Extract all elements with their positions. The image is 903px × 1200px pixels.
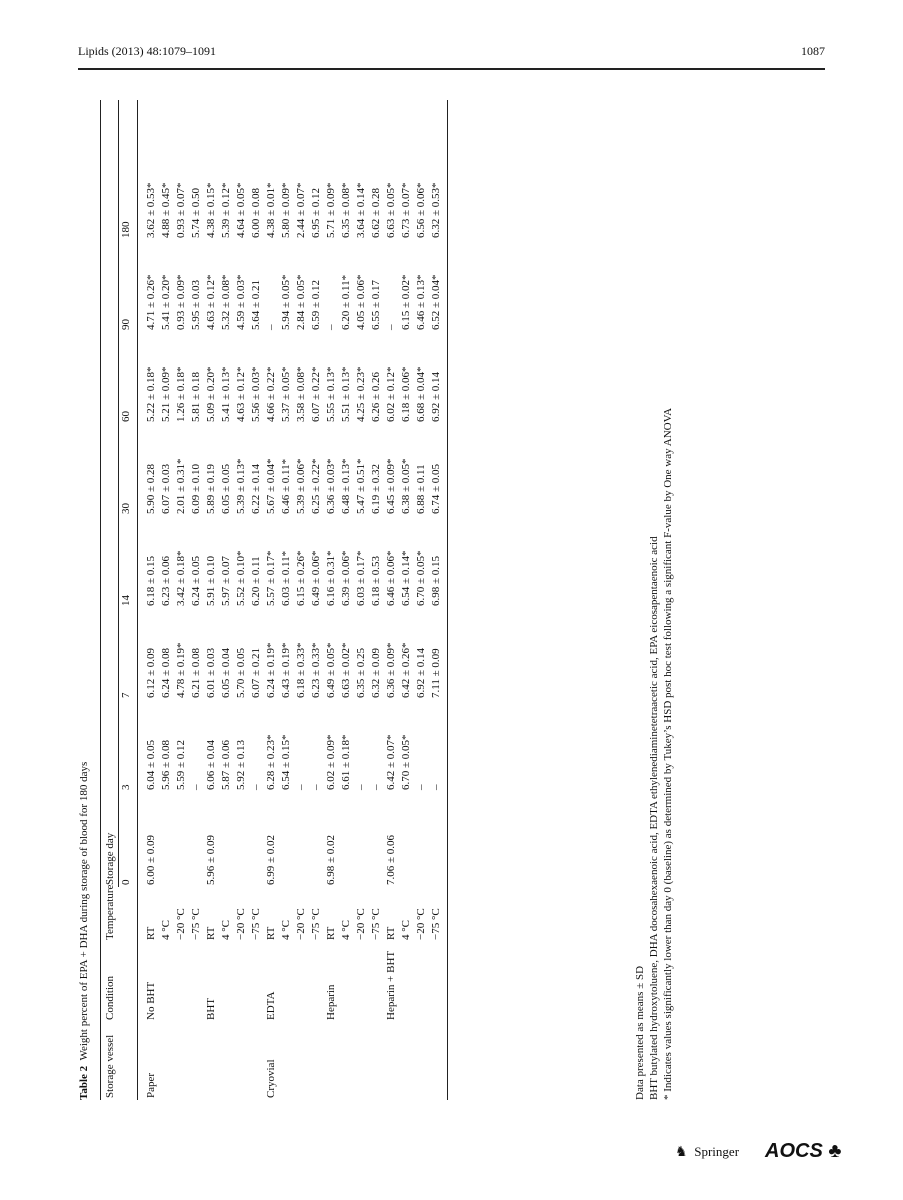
cell-value: 6.49 ± 0.06* bbox=[310, 550, 322, 606]
cell-value: 5.80 ± 0.09* bbox=[280, 182, 292, 238]
day-header: 7 bbox=[119, 608, 138, 700]
col-condition: Condition bbox=[101, 942, 119, 1022]
rotated-table-block bbox=[78, 100, 674, 1100]
cell-value: 6.88 ± 0.11 bbox=[415, 464, 427, 514]
cell-value: – bbox=[325, 324, 337, 330]
cell-value: 6.18 ± 0.15 bbox=[145, 555, 157, 606]
cell-value: 5.67 ± 0.04* bbox=[265, 458, 277, 514]
cell-value: 4.25 ± 0.23* bbox=[355, 366, 367, 422]
cell-vessel: Cryovial bbox=[265, 1059, 277, 1098]
cell-value: 4.63 ± 0.12* bbox=[205, 274, 217, 330]
cell-value: 5.91 ± 0.10 bbox=[205, 555, 217, 606]
cell-vessel bbox=[294, 1022, 309, 1100]
table-row bbox=[429, 100, 448, 1100]
cell-value: – bbox=[265, 324, 277, 330]
cell-value: 6.68 ± 0.04* bbox=[415, 366, 427, 422]
table-row bbox=[234, 100, 249, 1100]
cell-day0: 6.98 ± 0.02 bbox=[325, 834, 337, 885]
cell-day0 bbox=[294, 792, 309, 887]
cell-value: 2.44 ± 0.07* bbox=[295, 182, 307, 238]
cell-vessel bbox=[174, 1022, 189, 1100]
cell-value: 6.39 ± 0.06* bbox=[340, 550, 352, 606]
cell-value: 5.39 ± 0.13* bbox=[235, 458, 247, 514]
table-row bbox=[309, 100, 324, 1100]
cell-value: 6.42 ± 0.26* bbox=[400, 642, 412, 698]
cell-condition bbox=[309, 942, 324, 1022]
cell-value: 6.55 ± 0.17 bbox=[370, 279, 382, 330]
cell-day0 bbox=[279, 792, 294, 887]
footnote: * Indicates values significantly lower than day 0 (baseline) as determined by Tukey’s HSD post hoc test following a significant F-value by One way ANOVA bbox=[662, 407, 674, 1100]
data-table bbox=[100, 100, 448, 1100]
cell-value: 6.36 ± 0.03* bbox=[325, 458, 337, 514]
cell-day0 bbox=[414, 792, 429, 887]
table-row bbox=[354, 100, 369, 1100]
cell-value: 6.02 ± 0.12* bbox=[385, 366, 397, 422]
cell-value: 5.97 ± 0.07 bbox=[220, 555, 232, 606]
cell-day0 bbox=[309, 792, 324, 887]
cell-value: 4.71 ± 0.26* bbox=[145, 274, 157, 330]
springer-logo bbox=[675, 1144, 739, 1161]
cell-day0 bbox=[249, 792, 264, 887]
cell-value: 6.35 ± 0.25 bbox=[355, 647, 367, 698]
horse-icon: ♞ bbox=[675, 1145, 688, 1160]
cell-value: 6.19 ± 0.32 bbox=[370, 463, 382, 514]
cell-value: 3.42 ± 0.18* bbox=[175, 550, 187, 606]
cell-day0: 7.06 ± 0.06 bbox=[385, 834, 397, 885]
table-row bbox=[159, 100, 174, 1100]
cell-temperature: −75 °C bbox=[429, 887, 448, 942]
cell-value: 3.62 ± 0.53* bbox=[145, 182, 157, 238]
cell-value: 6.63 ± 0.05* bbox=[385, 182, 397, 238]
cell-temperature: −20 °C bbox=[415, 908, 427, 940]
cell-value: 3.64 ± 0.14* bbox=[355, 182, 367, 238]
cell-value: 6.18 ± 0.53 bbox=[370, 555, 382, 606]
cell-value: 5.41 ± 0.13* bbox=[220, 366, 232, 422]
cell-value: 4.64 ± 0.05* bbox=[235, 182, 247, 238]
aocs-label: AOCS bbox=[765, 1140, 823, 1162]
cell-value: 4.63 ± 0.12* bbox=[235, 366, 247, 422]
cell-value: 5.39 ± 0.12* bbox=[220, 182, 232, 238]
cell-value: 6.42 ± 0.07* bbox=[385, 734, 397, 790]
cell-value: 5.96 ± 0.08 bbox=[160, 739, 172, 790]
header-row-2 bbox=[119, 100, 138, 1100]
col-temperature: Temperature bbox=[101, 887, 119, 942]
cell-value: 6.95 ± 0.12 bbox=[310, 187, 322, 238]
table-row bbox=[249, 100, 264, 1100]
cell-value: 5.90 ± 0.28 bbox=[145, 463, 157, 514]
aocs-logo bbox=[765, 1140, 841, 1163]
cell-value: 6.56 ± 0.06* bbox=[415, 182, 427, 238]
table-row bbox=[399, 100, 414, 1100]
cell-temperature: −75 °C bbox=[190, 908, 202, 940]
cell-value: 5.57 ± 0.17* bbox=[265, 550, 277, 606]
cell-condition bbox=[234, 942, 249, 1022]
cell-temperature: 4 °C bbox=[400, 920, 412, 940]
cell-value: 4.38 ± 0.01* bbox=[265, 182, 277, 238]
cell-value: 0.93 ± 0.09* bbox=[175, 274, 187, 330]
cell-vessel bbox=[279, 1022, 294, 1100]
cell-value: 6.73 ± 0.07* bbox=[400, 182, 412, 238]
cell-value: 6.15 ± 0.26* bbox=[295, 550, 307, 606]
cell-value: 6.52 ± 0.04* bbox=[429, 240, 448, 332]
cell-value: 6.74 ± 0.05 bbox=[429, 424, 448, 516]
cell-value: 6.46 ± 0.11* bbox=[280, 458, 292, 514]
cell-value: 6.02 ± 0.09* bbox=[325, 734, 337, 790]
cell-day0 bbox=[159, 792, 174, 887]
cell-value: 6.45 ± 0.09* bbox=[385, 458, 397, 514]
table-row bbox=[264, 100, 279, 1100]
cell-vessel bbox=[429, 1022, 448, 1100]
cell-value: 6.46 ± 0.06* bbox=[385, 550, 397, 606]
footnote: Data presented as means ± SD bbox=[634, 965, 646, 1100]
cell-condition: BHT bbox=[205, 998, 217, 1020]
cell-day0: 5.96 ± 0.09 bbox=[205, 834, 217, 885]
table-row bbox=[414, 100, 429, 1100]
cell-value: 6.16 ± 0.31* bbox=[325, 550, 337, 606]
cell-value: 6.92 ± 0.14 bbox=[429, 332, 448, 424]
cell-value: 6.32 ± 0.53* bbox=[429, 100, 448, 240]
table-row bbox=[294, 100, 309, 1100]
table-footnotes bbox=[633, 100, 675, 1100]
table-body bbox=[138, 100, 448, 1100]
cell-value: 6.70 ± 0.05* bbox=[400, 734, 412, 790]
cell-vessel bbox=[189, 1022, 204, 1100]
cell-condition bbox=[249, 942, 264, 1022]
cell-value: 5.41 ± 0.20* bbox=[160, 274, 172, 330]
cell-value: 6.48 ± 0.13* bbox=[340, 458, 352, 514]
cell-condition: Heparin bbox=[325, 984, 337, 1020]
cell-value: 0.93 ± 0.07* bbox=[175, 182, 187, 238]
cell-value: 6.07 ± 0.03 bbox=[160, 463, 172, 514]
cell-value: – bbox=[190, 784, 202, 790]
cell-value: 6.98 ± 0.15 bbox=[429, 516, 448, 608]
cell-condition bbox=[159, 942, 174, 1022]
cell-value: 6.25 ± 0.22* bbox=[310, 458, 322, 514]
cell-value: – bbox=[385, 324, 397, 330]
cell-value: 5.59 ± 0.12 bbox=[175, 739, 187, 790]
cell-value: 6.18 ± 0.06* bbox=[400, 366, 412, 422]
cell-vessel bbox=[204, 1022, 219, 1100]
cell-value: 5.09 ± 0.20* bbox=[205, 366, 217, 422]
cell-value: 6.20 ± 0.11* bbox=[340, 274, 352, 330]
header-rule bbox=[78, 68, 825, 70]
cell-value: 6.59 ± 0.12 bbox=[310, 279, 322, 330]
cell-value: 5.55 ± 0.13* bbox=[325, 366, 337, 422]
cell-value: 6.46 ± 0.13* bbox=[415, 274, 427, 330]
cell-temperature: 4 °C bbox=[340, 920, 352, 940]
table-label: Table 2 bbox=[78, 1065, 90, 1100]
cell-value: 6.24 ± 0.05 bbox=[190, 555, 202, 606]
cell-vessel bbox=[309, 1022, 324, 1100]
springer-label: Springer bbox=[694, 1144, 740, 1159]
cell-value: 5.56 ± 0.03* bbox=[250, 366, 262, 422]
cell-value: 6.20 ± 0.11 bbox=[250, 556, 262, 606]
table-row bbox=[279, 100, 294, 1100]
cell-value: 5.22 ± 0.18* bbox=[145, 366, 157, 422]
cell-temperature: −75 °C bbox=[310, 908, 322, 940]
table-caption bbox=[78, 762, 90, 1100]
cell-temperature: RT bbox=[265, 926, 277, 940]
cell-value: 6.07 ± 0.22* bbox=[310, 366, 322, 422]
table-row bbox=[369, 100, 384, 1100]
cell-value: 4.88 ± 0.45* bbox=[160, 182, 172, 238]
cell-temperature: −20 °C bbox=[175, 908, 187, 940]
cell-vessel bbox=[249, 1022, 264, 1100]
col-storage-day: Storage day bbox=[101, 100, 119, 887]
cell-value: – bbox=[310, 784, 322, 790]
cell-day0 bbox=[429, 792, 448, 887]
cell-value: 6.35 ± 0.08* bbox=[340, 182, 352, 238]
col-storage-vessel: Storage vessel bbox=[101, 1022, 119, 1100]
cell-vessel bbox=[399, 1022, 414, 1100]
cell-value: 6.54 ± 0.14* bbox=[400, 550, 412, 606]
day-header: 60 bbox=[119, 332, 138, 424]
cell-value: 6.70 ± 0.05* bbox=[415, 550, 427, 606]
cell-value: 6.06 ± 0.04 bbox=[205, 739, 217, 790]
cell-temperature: −20 °C bbox=[355, 908, 367, 940]
day-header: 0 bbox=[119, 792, 138, 887]
cell-temperature: 4 °C bbox=[280, 920, 292, 940]
cell-value: 5.51 ± 0.13* bbox=[340, 366, 352, 422]
cell-value: 3.58 ± 0.08* bbox=[295, 366, 307, 422]
table-row bbox=[324, 100, 339, 1100]
cell-day0 bbox=[369, 792, 384, 887]
cell-temperature: −75 °C bbox=[370, 908, 382, 940]
cell-condition bbox=[174, 942, 189, 1022]
table-row bbox=[138, 100, 160, 1100]
cell-value: 5.87 ± 0.06 bbox=[220, 739, 232, 790]
cell-condition bbox=[339, 942, 354, 1022]
day-header: 30 bbox=[119, 424, 138, 516]
cell-value: 6.24 ± 0.08 bbox=[160, 647, 172, 698]
cell-value: 4.05 ± 0.06* bbox=[355, 274, 367, 330]
cell-value: 6.15 ± 0.02* bbox=[400, 274, 412, 330]
day-header: 3 bbox=[119, 700, 138, 792]
table-title: Weight percent of EPA + DHA during storage of blood for 180 days bbox=[78, 761, 90, 1061]
cell-value: 5.74 ± 0.50 bbox=[190, 187, 202, 238]
cell-value: 6.92 ± 0.14 bbox=[415, 647, 427, 698]
cell-value: 2.01 ± 0.31* bbox=[175, 458, 187, 514]
cell-vessel bbox=[354, 1022, 369, 1100]
table-row bbox=[339, 100, 354, 1100]
cell-value: 6.05 ± 0.05 bbox=[220, 463, 232, 514]
day-header: 90 bbox=[119, 240, 138, 332]
cell-value: 6.61 ± 0.18* bbox=[340, 734, 352, 790]
cell-value: 5.64 ± 0.21 bbox=[250, 279, 262, 330]
cell-temperature: 4 °C bbox=[160, 920, 172, 940]
cell-value: 4.78 ± 0.19* bbox=[175, 642, 187, 698]
cell-day0 bbox=[354, 792, 369, 887]
day-header: 180 bbox=[119, 100, 138, 240]
cell-day0: 6.00 ± 0.09 bbox=[145, 834, 157, 885]
running-header bbox=[78, 44, 825, 66]
cell-temperature: RT bbox=[385, 926, 397, 940]
cell-value: – bbox=[370, 784, 382, 790]
cell-value: 6.05 ± 0.04 bbox=[220, 647, 232, 698]
cell-value: 4.38 ± 0.15* bbox=[205, 182, 217, 238]
cell-value: 5.70 ± 0.05 bbox=[235, 647, 247, 698]
cell-value: – bbox=[295, 784, 307, 790]
cell-value: 5.37 ± 0.05* bbox=[280, 366, 292, 422]
cell-condition bbox=[189, 942, 204, 1022]
cell-value: 6.03 ± 0.11* bbox=[280, 550, 292, 606]
cell-value: 6.63 ± 0.02* bbox=[340, 642, 352, 698]
cell-value: 6.54 ± 0.15* bbox=[280, 734, 292, 790]
cell-condition bbox=[354, 942, 369, 1022]
cell-vessel bbox=[159, 1022, 174, 1100]
cell-value: 5.32 ± 0.08* bbox=[220, 274, 232, 330]
footnote: BHT butylated hydroxytoluene, DHA docosahexaenoic acid, EDTA ethylenediaminetetraacetic acid, EPA eicosapentaenoic acid bbox=[648, 536, 660, 1100]
cell-condition bbox=[294, 942, 309, 1022]
cell-value: 6.01 ± 0.03 bbox=[205, 647, 217, 698]
table-row bbox=[189, 100, 204, 1100]
cell-value: 6.23 ± 0.06 bbox=[160, 555, 172, 606]
cell-condition bbox=[369, 942, 384, 1022]
cell-value: 6.21 ± 0.08 bbox=[190, 647, 202, 698]
cell-value: 6.49 ± 0.05* bbox=[325, 642, 337, 698]
cell-value: 5.52 ± 0.10* bbox=[235, 550, 247, 606]
cell-vessel bbox=[384, 1022, 399, 1100]
cell-value: 5.89 ± 0.19 bbox=[205, 463, 217, 514]
cell-vessel bbox=[234, 1022, 249, 1100]
cell-value: 6.04 ± 0.05 bbox=[145, 739, 157, 790]
cell-value: 6.28 ± 0.23* bbox=[265, 734, 277, 790]
cell-condition bbox=[399, 942, 414, 1022]
cell-vessel bbox=[219, 1022, 234, 1100]
cell-value: 4.59 ± 0.03* bbox=[235, 274, 247, 330]
cell-temperature: 4 °C bbox=[220, 920, 232, 940]
cell-value: 5.39 ± 0.06* bbox=[295, 458, 307, 514]
cell-value: 6.07 ± 0.21 bbox=[250, 647, 262, 698]
cell-day0 bbox=[189, 792, 204, 887]
cell-vessel bbox=[339, 1022, 354, 1100]
cell-condition bbox=[279, 942, 294, 1022]
table-row bbox=[384, 100, 399, 1100]
cell-day0 bbox=[174, 792, 189, 887]
cell-day0: 6.99 ± 0.02 bbox=[265, 834, 277, 885]
cell-value: – bbox=[355, 784, 367, 790]
cell-value: 6.62 ± 0.28 bbox=[370, 187, 382, 238]
cell-value: 6.36 ± 0.09* bbox=[385, 642, 397, 698]
cell-value: 5.92 ± 0.13 bbox=[235, 739, 247, 790]
cell-value: 6.12 ± 0.09 bbox=[145, 647, 157, 698]
cell-condition: EDTA bbox=[265, 991, 277, 1020]
cell-value: 5.81 ± 0.18 bbox=[190, 371, 202, 422]
cell-temperature: RT bbox=[145, 926, 157, 940]
cell-value: 2.84 ± 0.05* bbox=[295, 274, 307, 330]
header-row-1 bbox=[101, 100, 119, 1100]
cell-vessel bbox=[324, 1022, 339, 1100]
cell-value: 6.43 ± 0.19* bbox=[280, 642, 292, 698]
cell-value: – bbox=[415, 784, 427, 790]
cell-condition bbox=[219, 942, 234, 1022]
cell-value: 6.00 ± 0.08 bbox=[250, 187, 262, 238]
cell-value: – bbox=[250, 784, 262, 790]
cell-value: 6.18 ± 0.33* bbox=[295, 642, 307, 698]
cell-temperature: −75 °C bbox=[250, 908, 262, 940]
cell-value: 6.26 ± 0.26 bbox=[370, 371, 382, 422]
cell-temperature: −20 °C bbox=[235, 908, 247, 940]
cell-value: 5.21 ± 0.09* bbox=[160, 366, 172, 422]
clover-icon: ♣ bbox=[828, 1140, 842, 1162]
cell-value: 6.09 ± 0.10 bbox=[190, 463, 202, 514]
cell-temperature: RT bbox=[325, 926, 337, 940]
cell-condition: Heparin + BHT bbox=[385, 950, 397, 1020]
page-number: 1087 bbox=[801, 44, 825, 58]
cell-value: 6.23 ± 0.33* bbox=[310, 642, 322, 698]
table-row bbox=[174, 100, 189, 1100]
cell-condition bbox=[414, 942, 429, 1022]
cell-day0 bbox=[219, 792, 234, 887]
table-row bbox=[204, 100, 219, 1100]
cell-value: 6.38 ± 0.05* bbox=[400, 458, 412, 514]
cell-value: 6.22 ± 0.14 bbox=[250, 463, 262, 514]
cell-value: – bbox=[429, 700, 448, 792]
cell-day0 bbox=[234, 792, 249, 887]
journal-citation: Lipids (2013) 48:1079–1091 bbox=[78, 44, 216, 58]
cell-value: 4.66 ± 0.22* bbox=[265, 366, 277, 422]
cell-temperature: −20 °C bbox=[295, 908, 307, 940]
cell-day0 bbox=[399, 792, 414, 887]
cell-value: 6.24 ± 0.19* bbox=[265, 642, 277, 698]
cell-value: 6.03 ± 0.17* bbox=[355, 550, 367, 606]
cell-value: 1.26 ± 0.18* bbox=[175, 366, 187, 422]
cell-value: 5.71 ± 0.09* bbox=[325, 182, 337, 238]
cell-value: 5.47 ± 0.51* bbox=[355, 458, 367, 514]
cell-vessel: Paper bbox=[145, 1072, 157, 1098]
day-header: 14 bbox=[119, 516, 138, 608]
cell-value: 5.94 ± 0.05* bbox=[280, 274, 292, 330]
cell-value: 6.32 ± 0.09 bbox=[370, 647, 382, 698]
cell-value: 5.95 ± 0.03 bbox=[190, 279, 202, 330]
cell-condition bbox=[429, 942, 448, 1022]
cell-vessel bbox=[414, 1022, 429, 1100]
cell-vessel bbox=[369, 1022, 384, 1100]
cell-day0 bbox=[339, 792, 354, 887]
cell-value: 7.11 ± 0.09 bbox=[429, 608, 448, 700]
table-row bbox=[219, 100, 234, 1100]
cell-condition: No BHT bbox=[145, 981, 157, 1020]
cell-temperature: RT bbox=[205, 926, 217, 940]
